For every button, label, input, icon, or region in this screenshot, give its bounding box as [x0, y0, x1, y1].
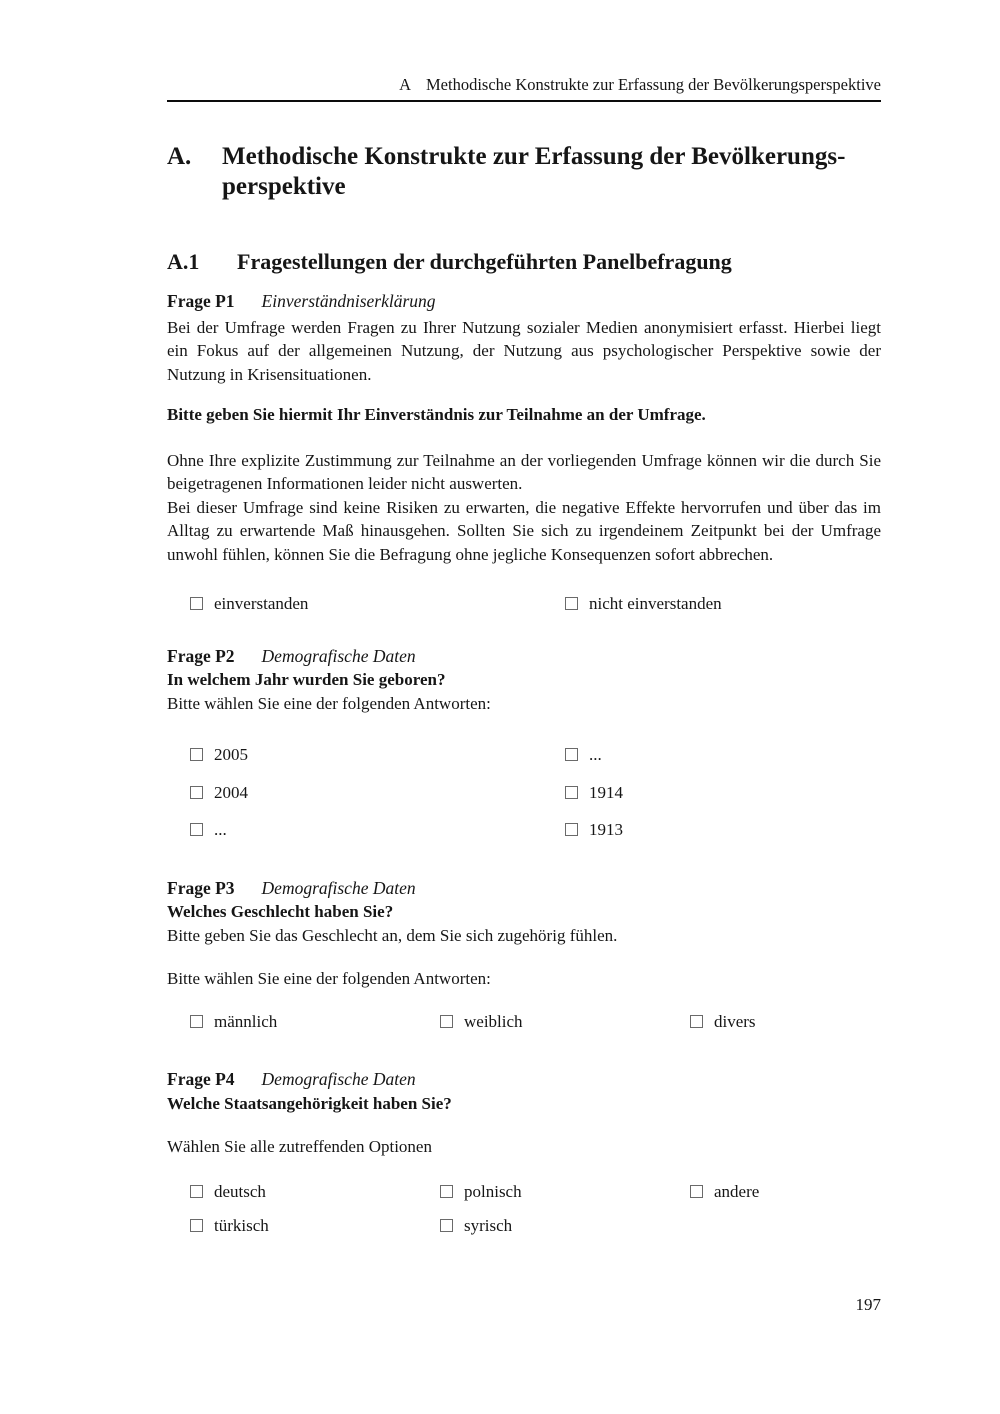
- option-label: polnisch: [464, 1181, 522, 1201]
- question-p4-options: [167, 1180, 881, 1238]
- header-rule: [167, 100, 881, 102]
- option-label: syrisch: [464, 1216, 513, 1235]
- checkbox-icon: [690, 1185, 703, 1198]
- question-p1-heading: [167, 290, 881, 314]
- checkbox-icon: [190, 748, 203, 761]
- question-p2-question: In welchem Jahr wurden Sie geboren?: [167, 670, 446, 689]
- question-p2-hint: Bitte wählen Sie eine der folgenden Antworten:: [167, 693, 491, 713]
- checkbox-option: [190, 1010, 440, 1034]
- question-p2-label: Frage P2: [167, 645, 235, 666]
- checkbox-option: [190, 743, 565, 767]
- running-header: [167, 0, 881, 95]
- checkbox-option: [190, 781, 565, 805]
- question-p3-options: [167, 1010, 881, 1034]
- question-p4-topic: Demografische Daten: [261, 1069, 416, 1089]
- checkbox-option: [690, 1010, 881, 1034]
- checkbox-option: [190, 592, 565, 616]
- checkbox-option: [565, 592, 881, 616]
- option-label: 2004: [214, 782, 248, 802]
- checkbox-icon: [565, 786, 578, 799]
- question-p2-topic: Demografische Daten: [261, 645, 416, 666]
- question-p3-hint: Bitte wählen Sie eine der folgenden Antworten:: [167, 969, 491, 988]
- option-label: türkisch: [214, 1216, 269, 1235]
- checkbox-icon: [440, 1185, 453, 1198]
- question-p4-hint: Wählen Sie alle zutreffenden Optionen: [167, 1137, 432, 1156]
- checkbox-icon: [690, 1015, 703, 1028]
- checkbox-icon: [565, 823, 578, 836]
- checkbox-icon: [190, 1015, 203, 1028]
- checkbox-option: [690, 1180, 881, 1204]
- question-p3-label: Frage P3: [167, 877, 235, 898]
- running-header-number: A: [399, 75, 411, 94]
- question-p1-label: Frage P1: [167, 291, 235, 311]
- option-label: 1914: [589, 782, 623, 802]
- question-p2-options: [167, 743, 881, 842]
- subsection-heading: [167, 248, 881, 275]
- checkbox-option: [440, 1010, 690, 1034]
- question-p1-options: [167, 592, 881, 616]
- question-p4-label: Frage P4: [167, 1069, 235, 1089]
- option-label: deutsch: [214, 1181, 266, 1201]
- subsection-title: Fragestellungen der durchgeführten Panelbefragung: [237, 249, 732, 274]
- checkbox-icon: [440, 1219, 453, 1232]
- checkbox-icon: [190, 786, 203, 799]
- checkbox-icon: [190, 1219, 203, 1232]
- option-label: weiblich: [464, 1011, 523, 1031]
- question-p1-intro: Bei der Umfrage werden Fragen zu Ihrer Nutzung sozialer Medien anonymisiert erfasst. Hierbei liegt ein Fokus auf der allgemeinen Nutzung, der Nutzung aus psychologischer Perspektive sowie der Nutzung in Krisensituationen.: [167, 317, 881, 384]
- running-header-title: Methodische Konstrukte zur Erfassung der Bevölkerungsperspektive: [425, 75, 881, 94]
- option-label: nicht einverstanden: [589, 594, 722, 613]
- question-p1-paragraph: Bei dieser Umfrage sind keine Risiken zu erwarten, die negative Effekte hervorrufen und über das im Alltag zu erwartende Maß hinausgehen. Sollten Sie sich zu irgendeinem Zeitpunkt bei der Umfrage unwohl fühlen, können Sie die Befragung ohne jegliche Konsequenzen sofort abbrechen.: [167, 497, 881, 564]
- checkbox-icon: [190, 1185, 203, 1198]
- question-p4-question: Welche Staatsangehörigkeit haben Sie?: [167, 1093, 452, 1113]
- option-label: ...: [589, 745, 602, 764]
- section-title: Methodische Konstrukte zur Erfassung der Bevölkerungs- perspektive: [222, 143, 846, 200]
- checkbox-icon: [565, 748, 578, 761]
- option-label: männlich: [214, 1011, 278, 1031]
- checkbox-icon: [190, 597, 203, 610]
- subsection-number: A.1: [167, 249, 200, 274]
- option-label: 1913: [589, 820, 623, 839]
- checkbox-icon: [565, 597, 578, 610]
- page-number: 197: [855, 1295, 881, 1314]
- checkbox-option: [565, 781, 881, 805]
- question-p1-paragraph: Ohne Ihre explizite Zustimmung zur Teilnahme an der vorliegenden Umfrage können wir die durch Sie beigetragenen Informationen leider nicht auswerten.: [167, 450, 881, 493]
- checkbox-option: [190, 1214, 440, 1238]
- checkbox-option: [440, 1180, 690, 1204]
- text-block: [167, 0, 881, 1238]
- checkbox-option: [190, 818, 565, 842]
- checkbox-icon: [190, 823, 203, 836]
- option-label: 2005: [214, 745, 248, 764]
- checkbox-option: [440, 1214, 690, 1238]
- question-p1-topic: Einverständniserklärung: [261, 291, 436, 311]
- option-label: ...: [214, 820, 227, 839]
- question-p3-heading: [167, 877, 881, 901]
- section-heading: [167, 142, 881, 202]
- checkbox-option: [565, 818, 881, 842]
- checkbox-option: [565, 743, 881, 767]
- option-label: divers: [714, 1011, 756, 1031]
- checkbox-icon: [440, 1015, 453, 1028]
- question-p4-heading: [167, 1068, 881, 1092]
- question-p2-heading: [167, 645, 881, 669]
- checkbox-option: [190, 1180, 440, 1204]
- question-p3-topic: Demografische Daten: [261, 877, 416, 898]
- question-p3-question: Welches Geschlecht haben Sie?: [167, 902, 394, 921]
- option-label: andere: [714, 1181, 760, 1201]
- section-number: A.: [167, 143, 192, 170]
- question-p1-emphasis: Bitte geben Sie hiermit Ihr Einverständnis zur Teilnahme an der Umfrage.: [167, 405, 706, 424]
- question-p3-description: Bitte geben Sie das Geschlecht an, dem Sie sich zugehörig fühlen.: [167, 925, 618, 945]
- option-label: einverstanden: [214, 594, 309, 613]
